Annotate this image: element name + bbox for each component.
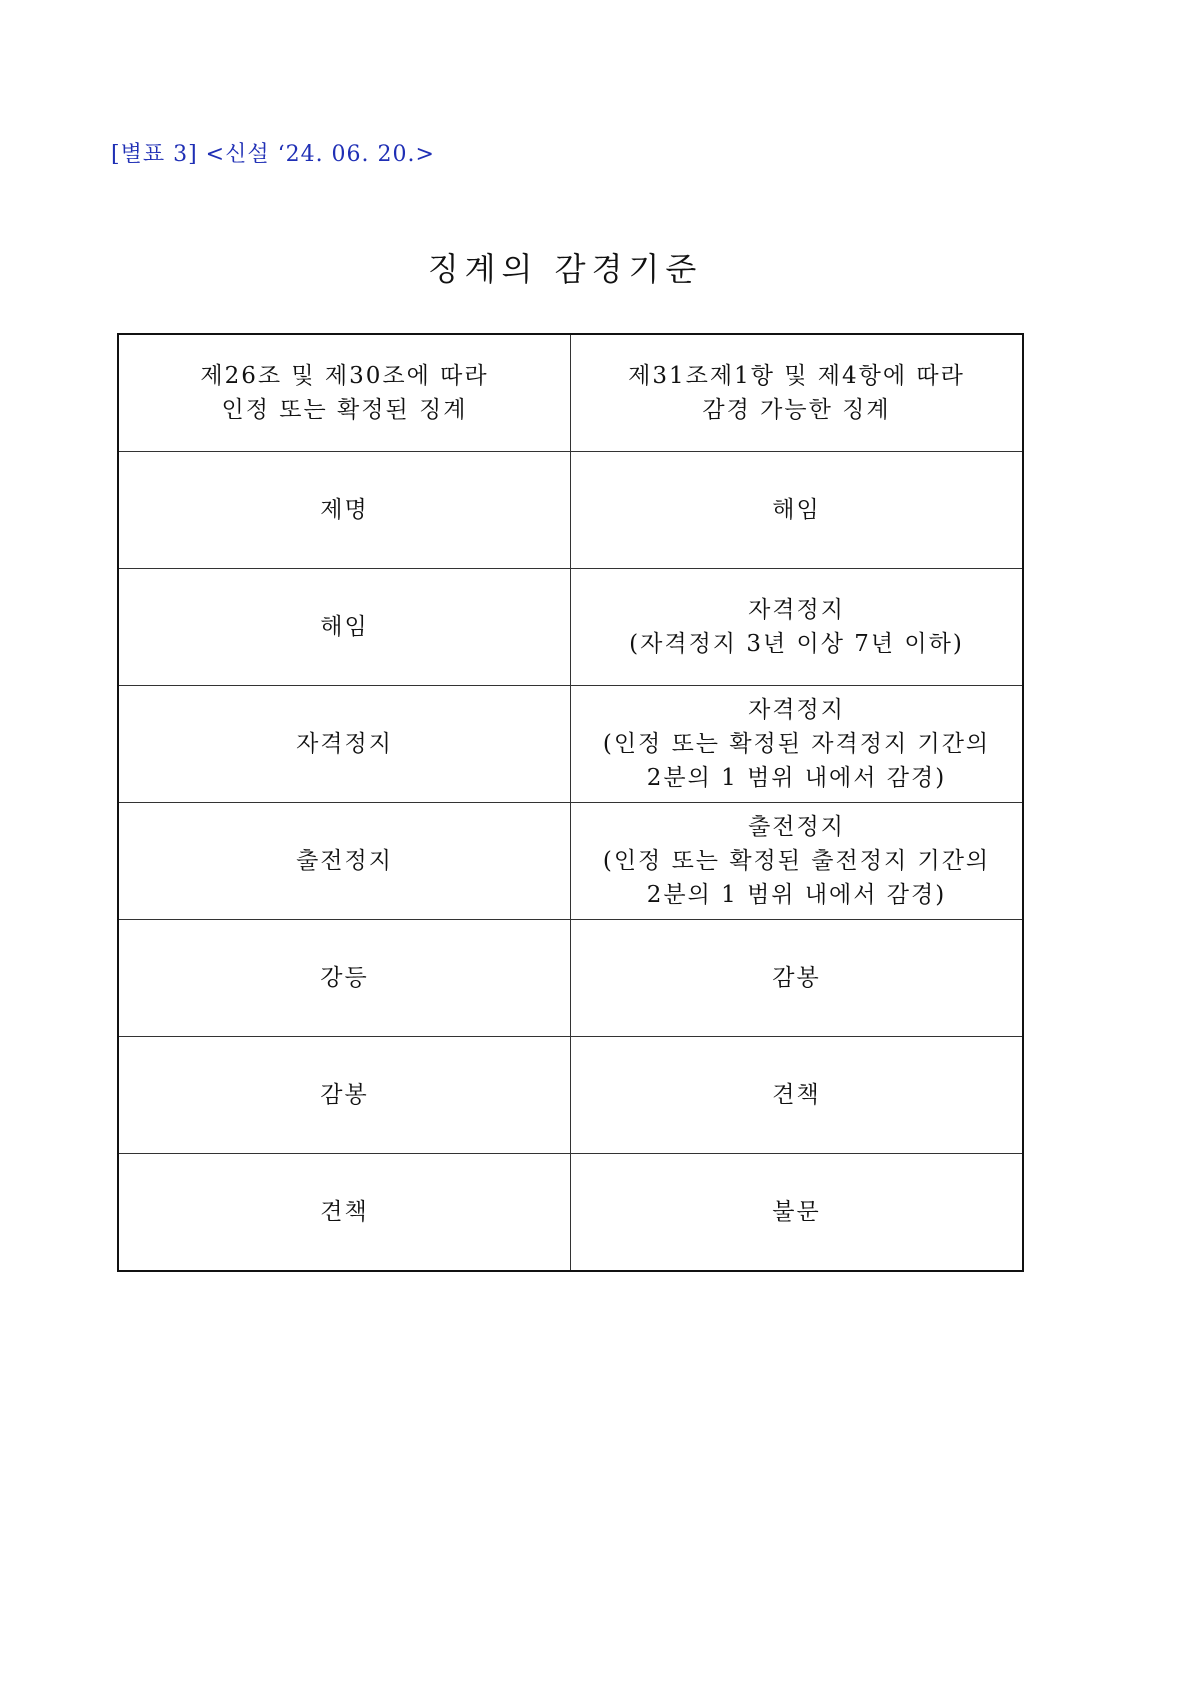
cell-line: 자격정지 [748, 697, 845, 723]
cell-original-discipline [118, 1037, 571, 1154]
cell-reduced-discipline [571, 569, 1024, 686]
header-original-discipline [118, 334, 571, 452]
cell-reduced-discipline [571, 1154, 1024, 1272]
cell-line: 견책 [320, 1199, 369, 1225]
header-line: 제31조제1항 및 제4항에 따라 [628, 363, 965, 389]
cell-line: 출전정지 [748, 814, 845, 840]
cell-line: 자격정지 [748, 597, 845, 623]
table-row [118, 803, 1023, 920]
table-row [118, 920, 1023, 1037]
cell-reduced-discipline [571, 452, 1024, 569]
cell-line: 해임 [320, 614, 369, 640]
table-row [118, 569, 1023, 686]
cell-reduced-discipline [571, 920, 1024, 1037]
cell-original-discipline [118, 1154, 571, 1272]
cell-line: (인정 또는 확정된 자격정지 기간의 [602, 731, 991, 757]
page-title: 징계의 감경기준 [427, 250, 703, 288]
cell-reduced-discipline [571, 1037, 1024, 1154]
cell-line: (자격정지 3년 이상 7년 이하) [629, 631, 964, 657]
table-row [118, 452, 1023, 569]
table-row [118, 686, 1023, 803]
cell-reduced-discipline [571, 686, 1024, 803]
cell-original-discipline [118, 569, 571, 686]
cell-original-discipline [118, 452, 571, 569]
cell-line: 해임 [772, 497, 821, 523]
table-header-row [118, 334, 1023, 452]
cell-reduced-discipline [571, 803, 1024, 920]
header-line: 인정 또는 확정된 징계 [221, 397, 468, 423]
cell-line: 2분의 1 범위 내에서 감경) [646, 765, 947, 791]
cell-line: 자격정지 [296, 731, 393, 757]
header-line: 감경 가능한 징계 [702, 397, 891, 423]
cell-original-discipline [118, 920, 571, 1037]
cell-line: 감봉 [320, 1082, 369, 1108]
cell-line: 불문 [772, 1199, 821, 1225]
cell-line: 제명 [320, 497, 369, 523]
reduction-criteria-table [117, 333, 1024, 1272]
table-row [118, 1037, 1023, 1154]
cell-line: 견책 [772, 1082, 821, 1108]
cell-original-discipline [118, 686, 571, 803]
header-reducible-discipline [571, 334, 1024, 452]
cell-line: 감봉 [772, 965, 821, 991]
cell-line: (인정 또는 확정된 출전정지 기간의 [602, 848, 991, 874]
header-line: 제26조 및 제30조에 따라 [200, 363, 489, 389]
annex-label: [별표 3] <신설 ‘24. 06. 20.> [111, 142, 435, 167]
cell-line: 2분의 1 범위 내에서 감경) [646, 882, 947, 908]
cell-original-discipline [118, 803, 571, 920]
cell-line: 강등 [320, 965, 369, 991]
cell-line: 출전정지 [296, 848, 393, 874]
table-row [118, 1154, 1023, 1272]
